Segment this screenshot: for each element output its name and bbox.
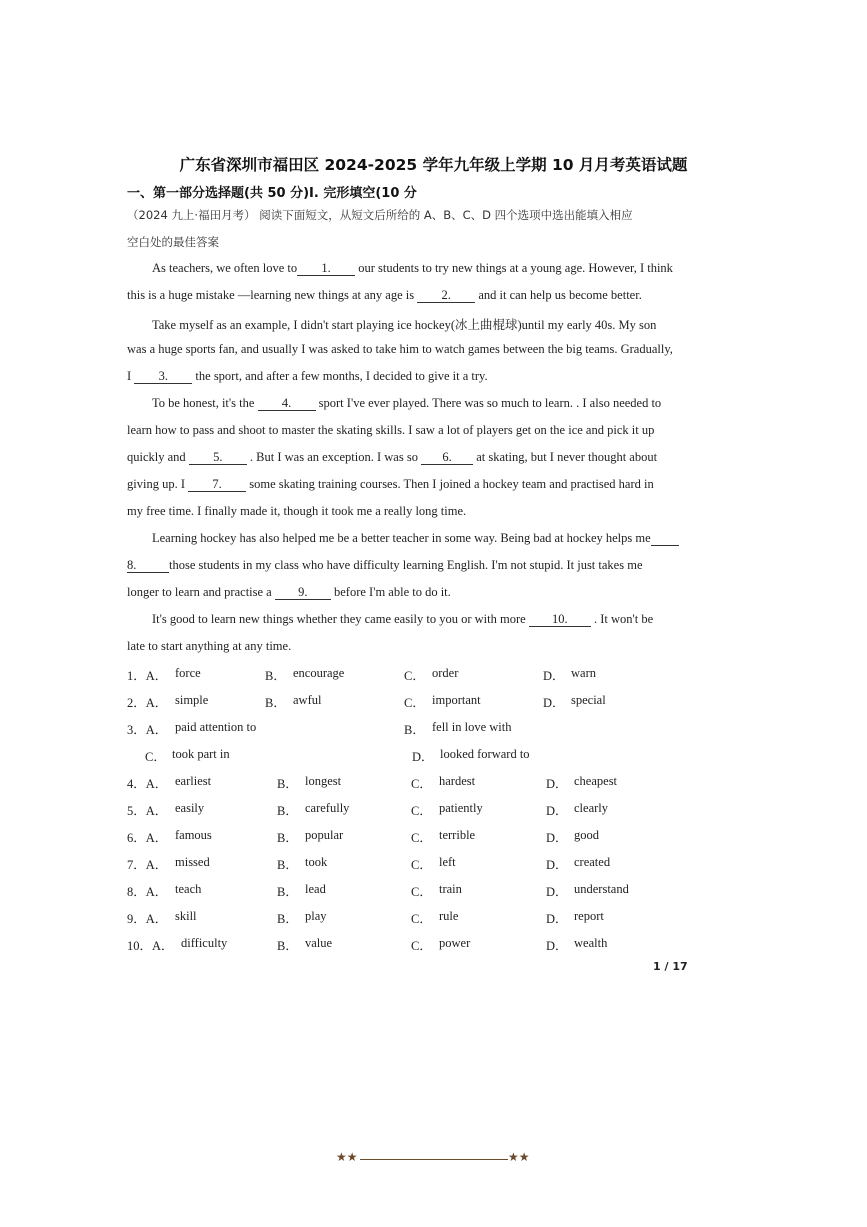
option-d-letter: D． [546, 939, 568, 953]
option-c: terrible [439, 828, 476, 842]
option-c-letter: C． [411, 858, 432, 872]
option-a: easily [175, 801, 205, 815]
option-b-letter: B． [265, 696, 286, 710]
option-b: longest [305, 774, 342, 788]
blank-9: 9. [275, 586, 331, 600]
option-b: encourage [293, 666, 345, 680]
option-c: important [432, 693, 481, 707]
question-number: 6．A． [127, 831, 168, 845]
passage-line: my free time. I finally made it, though it took me a really long time. [127, 504, 467, 518]
option-d: special [571, 693, 606, 707]
passage-text: those students in my class who have difficulty learning English. I'm not stupid. It just takes me [169, 558, 643, 572]
blank-10: 10. [529, 613, 591, 627]
option-b: carefully [305, 801, 350, 815]
option-d: created [574, 855, 611, 869]
option-d-letter: D． [546, 831, 568, 845]
blank-2: 2. [417, 289, 475, 303]
option-c: power [439, 936, 471, 950]
option-c: left [439, 855, 456, 869]
passage-text: quickly and [127, 450, 186, 464]
passage-text: It's good to learn new things whether they came easily to you or with more [152, 612, 526, 626]
footer-decoration [336, 1150, 532, 1168]
star-icon: ★★ [336, 1150, 358, 1164]
footer-divider [360, 1159, 508, 1160]
question-number: 7．A． [127, 858, 168, 872]
passage-line [152, 396, 661, 411]
passage-line [127, 450, 657, 465]
section-heading: 一、第一部分选择题(共 50 分)Ⅰ. 完形填空(10 分 [127, 186, 417, 201]
option-d-letter: D． [546, 858, 568, 872]
option-d-letter: D． [543, 696, 565, 710]
option-a: missed [175, 855, 210, 869]
question-number: 2．A． [127, 696, 168, 710]
option-b: play [305, 909, 327, 923]
option-c: train [439, 882, 462, 896]
option-d-letter: D． [546, 777, 568, 791]
passage-text: the sport, and after a few months, I decided to give it a try. [195, 369, 488, 383]
option-b-letter: B． [277, 885, 298, 899]
option-d-letter: D． [543, 669, 565, 683]
option-b-letter: B． [277, 831, 298, 845]
option-d: report [574, 909, 604, 923]
option-b: lead [305, 882, 326, 896]
option-d: wealth [574, 936, 608, 950]
instruction-line-2: 空白处的最佳答案 [127, 235, 219, 249]
passage-text: our students to try new things at a young age. However, I think [358, 261, 673, 275]
blank-1: 1. [297, 262, 355, 276]
passage-text: I [127, 369, 132, 383]
option-d: understand [574, 882, 629, 896]
question-number: 5．A． [127, 804, 168, 818]
blank-5: 5. [189, 451, 247, 465]
option-c-letter: C． [411, 804, 432, 818]
option-d-letter: D． [546, 912, 568, 926]
option-c: hardest [439, 774, 476, 788]
option-a: force [175, 666, 201, 680]
option-b: took [305, 855, 328, 869]
passage-text: . But I was an exception. I was so [249, 450, 418, 464]
question-number: 8．A． [127, 885, 168, 899]
option-c-letter: C． [411, 912, 432, 926]
option-b-letter: B． [404, 723, 425, 737]
option-c-letter: C． [411, 777, 432, 791]
blank-7: 7. [188, 478, 246, 492]
option-a: teach [175, 882, 202, 896]
option-a: famous [175, 828, 212, 842]
option-c-letter: C． [404, 696, 425, 710]
page-number: 1 / 17 [653, 960, 688, 973]
passage-text: this is a huge mistake —learning new things at any age is [127, 288, 415, 302]
option-b: value [305, 936, 333, 950]
passage-line [127, 477, 654, 492]
option-d: looked forward to [440, 747, 530, 761]
option-b-letter: B． [277, 858, 298, 872]
passage-text: As teachers, we often love to [152, 261, 298, 275]
passage-line: Take myself as an example, I didn't start playing ice hockey(冰上曲棍球)until my early 40s. My son [152, 318, 657, 332]
option-a: difficulty [181, 936, 228, 950]
option-d: clearly [574, 801, 609, 815]
passage-line [152, 612, 653, 627]
option-d-letter: D． [546, 804, 568, 818]
passage-text: longer to learn and practise a [127, 585, 272, 599]
option-b: popular [305, 828, 344, 842]
passage-line [127, 369, 488, 384]
option-d: warn [571, 666, 596, 680]
passage-text: giving up. I [127, 477, 185, 491]
option-c: order [432, 666, 459, 680]
option-b-letter: B． [265, 669, 286, 683]
passage-line: learn how to pass and shoot to master the skating skills. I saw a lot of players get on the ice and pick it up [127, 423, 655, 437]
passage-text: sport I've ever played. There was so much to learn. . I also needed to [318, 396, 662, 410]
passage-line: was a huge sports fan, and usually I was asked to take him to watch games between the big teams. Gradually, [127, 342, 673, 356]
option-a: earliest [175, 774, 212, 788]
passage-text: . It won't be [593, 612, 654, 626]
blank-8-lead [651, 532, 679, 546]
option-b: fell in love with [432, 720, 512, 734]
passage-line: late to start anything at any time. [127, 639, 292, 653]
instruction-line-1: （2024 九上·福田月考） 阅读下面短文，从短文后所给的 A、B、C、D 四个选项中选出能填入相应 [127, 208, 633, 222]
passage-line [127, 288, 642, 303]
question-number: 4．A． [127, 777, 168, 791]
blank-6: 6. [421, 451, 473, 465]
question-number: 10．A． [127, 939, 174, 953]
option-a: paid attention to [175, 720, 257, 734]
passage-text: some skating training courses. Then I joined a hockey team and practised hard in [249, 477, 654, 491]
option-b-letter: B． [277, 939, 298, 953]
option-c-letter: C． [411, 885, 432, 899]
option-d-letter: D． [546, 885, 568, 899]
option-d-letter: D． [412, 750, 434, 764]
star-icon: ★★ [508, 1150, 530, 1164]
option-c-letter: C． [404, 669, 425, 683]
passage-text: at skating, but I never thought about [476, 450, 658, 464]
option-d: cheapest [574, 774, 618, 788]
option-b-letter: B． [277, 777, 298, 791]
option-a: skill [175, 909, 197, 923]
option-b-letter: B． [277, 804, 298, 818]
option-c-letter: C． [145, 750, 166, 764]
passage-text: To be honest, it's the [152, 396, 255, 410]
passage-text: Learning hockey has also helped me be a better teacher in some way. Being bad at hockey helps me [152, 531, 651, 545]
passage-line [152, 531, 679, 546]
option-c: rule [439, 909, 459, 923]
option-c: took part in [172, 747, 230, 761]
blank-4: 4. [258, 397, 316, 411]
blank-8: 8. [127, 559, 169, 573]
passage-text: before I'm able to do it. [333, 585, 451, 599]
question-number: 1．A． [127, 669, 168, 683]
option-c-letter: C． [411, 831, 432, 845]
document-title: 广东省深圳市福田区 2024-2025 学年九年级上学期 10 月月考英语试题 [179, 156, 688, 174]
question-number: 3．A． [127, 723, 168, 737]
passage-line [127, 558, 643, 573]
option-c-letter: C． [411, 939, 432, 953]
option-b: awful [293, 693, 322, 707]
option-b-letter: B． [277, 912, 298, 926]
blank-3: 3. [134, 370, 192, 384]
option-c: patiently [439, 801, 483, 815]
passage-line [127, 585, 451, 600]
option-a: simple [175, 693, 209, 707]
passage-line [152, 261, 673, 276]
option-d: good [574, 828, 599, 842]
passage-text: and it can help us become better. [478, 288, 642, 302]
question-number: 9．A． [127, 912, 168, 926]
